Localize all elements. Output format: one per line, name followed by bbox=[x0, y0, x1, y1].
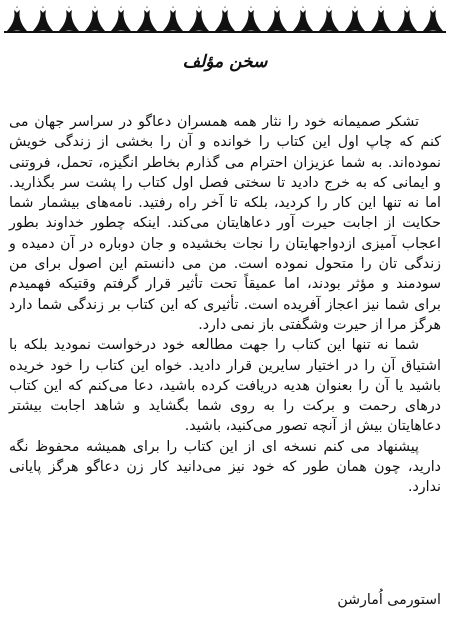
paragraph-3: پیشنهاد می کنم نسخه ای از این کتاب را برای همیشه محفوظ نگه دارید، چون همان طور که خود نیز می‌دانید کار زن دعاگو هرگز پایانی ندارد. bbox=[9, 438, 441, 496]
body-text bbox=[9, 112, 441, 498]
page-title: سخن مؤلف bbox=[182, 52, 268, 72]
paragraph-2: شما نه تنها این کتاب را جهت مطالعه خود درخواست نمودید بلکه با اشتیاق آن را در اختیار سایرین قرار دادید. خواه این کتاب را خود خریده باشید یا آن را بعنوان هدیه دریافت کرده باشید، دعا می‌کنم که این کتاب درهای رحمت و برکت را به روی شما بگشاید و شاهد اجابت بیشتر دعاهایتان بیش از آنچه تصور می‌کنید، باشید. bbox=[9, 337, 441, 435]
author-signature: استورمی اُمارشن bbox=[337, 592, 441, 608]
ornament-border bbox=[4, 4, 446, 34]
paragraph-1: تشکر صمیمانه خود را نثار همه همسران دعاگو در سراسر جهان می کنم که چاپ اول این کتاب را خوانده و آن را بخشی از زندگی خویش نموده‌اند. به شما عزیزان احترام می گذارم بخاطر انگیزه، تحمل، فروتنی و ایمانی که به خرج دادید تا سختی فصل اول کتاب را پشت سر بگذارید. اما نه تنها این کار را کردید، بلکه تا آخر راه رفتید. نامه‌های بیشمار شما حکایت از اجابت حیرت آور دعاهایتان می‌کند. اینکه چطور خداوند بطور اعجاب آمیزی ازدواجهایتان را نجات بخشیده و جان دوباره در آن دمیده و زندگی تان را متحول نموده است. من می دانستم این اصول برای من سودمند و مؤثر بودند، اما عمیقاً تحت تأثیر قرار گرفتم وقتیکه فهمیدم برای شما نیز اعجاز آفریده است. تأثیری که این کتاب بر زندگی شما دارد هرگز مرا از حیرت وشگفتی باز نمی دارد. bbox=[9, 114, 441, 333]
